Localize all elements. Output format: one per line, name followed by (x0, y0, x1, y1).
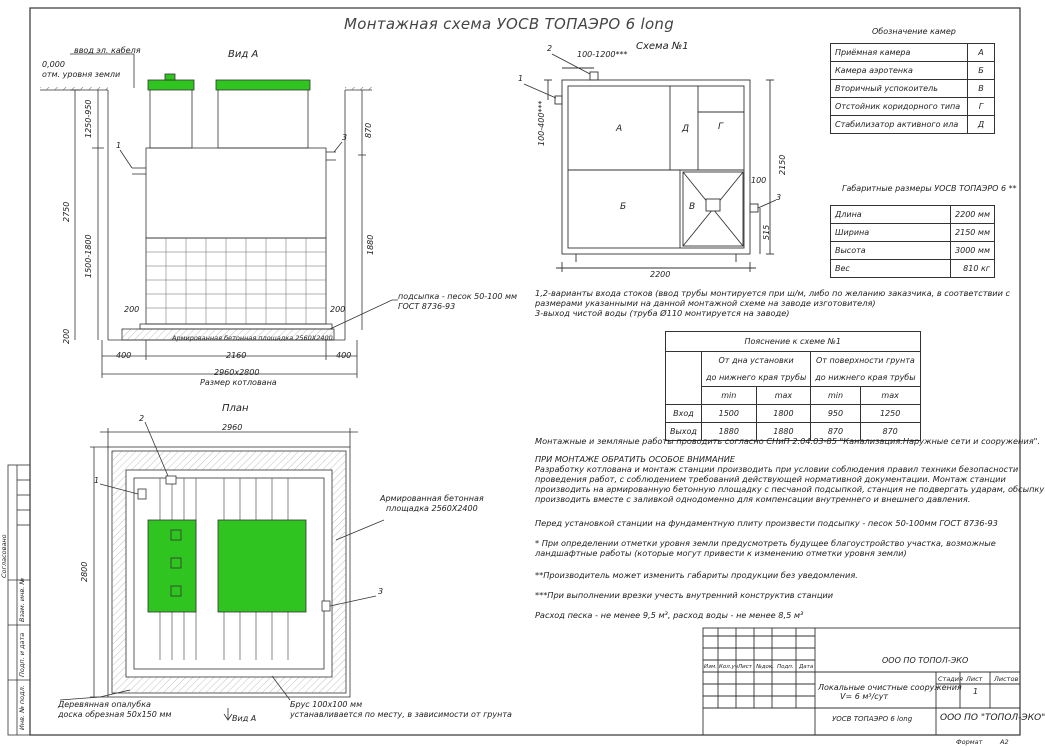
cell: 1880 (756, 423, 811, 441)
stamp-col-sign: Подп. (777, 664, 794, 670)
note-para6: Расход песка - не менее 9,5 м³, расход воды - не менее 8,5 м³ (535, 610, 804, 620)
plan-slab-label-2: площадка 2560Х2400 (386, 504, 478, 513)
table-row (831, 44, 995, 62)
stamp-col-date: Дата (799, 664, 814, 670)
chamber-code: Д (968, 116, 995, 134)
table-row (831, 224, 995, 242)
header-ground-2: до нижнего края трубы (811, 369, 920, 387)
view-a-marker-3: 3 (342, 133, 348, 142)
pit-label: Размер котлована (200, 378, 277, 387)
stamp-product-1: Локальные очистные сооружения (818, 683, 962, 692)
scheme-dim-2200: 2200 (650, 270, 671, 279)
chamber-code: Б (968, 62, 995, 80)
cell: 870 (811, 423, 860, 441)
table-row (831, 206, 995, 224)
scheme-marker-3: 3 (776, 193, 782, 202)
header-max: max (756, 387, 811, 405)
plan-marker-3: 3 (378, 587, 384, 596)
chambers-table (830, 43, 995, 134)
dim-value: 810 кг (951, 260, 995, 278)
dim-value: 3000 мм (951, 242, 995, 260)
note-para4: **Производитель может изменить габариты продукции без уведомления. (535, 570, 858, 580)
chamber-b: Б (620, 202, 627, 212)
dim-200-left: 200 (62, 328, 71, 344)
ground-level-label: отм. уровня земли (42, 70, 121, 79)
stamp-model: УОСВ ТОПАЭРО 6 long (832, 715, 913, 723)
dim-2160: 2160 (226, 351, 247, 360)
cell: 1880 (701, 423, 756, 441)
view-a-marker-1: 1 (116, 141, 122, 150)
stamp-product-2: V= 6 м³/сут (840, 692, 889, 701)
chamber-code: В (968, 80, 995, 98)
scheme-dim-100-400: 100-400*** (537, 100, 546, 146)
chamber-d: Д (682, 124, 690, 134)
table-row (831, 62, 995, 80)
dim-name: Высота (831, 242, 951, 260)
chamber-code: Г (968, 98, 995, 116)
scheme-dim-100: 100 (751, 176, 767, 185)
note-para3-line2: ландшафтные работы (которые могут привести к изменению отметки уровня земли) (535, 548, 907, 558)
dim-870: 870 (364, 122, 373, 138)
scheme-marker-2: 2 (547, 44, 553, 53)
stamp-format-value: А2 (1000, 738, 1009, 746)
cell: 1800 (756, 405, 811, 423)
sand-bedding-label: подсыпка - песок 50-100 мм (398, 292, 518, 301)
scheme-dim-515: 515 (762, 224, 771, 240)
row-label: Выход (666, 423, 702, 441)
dim-name: Вес (831, 260, 951, 278)
dims-table-caption: Габаритные размеры УОСВ ТОПАЭРО 6 ** (842, 184, 1017, 193)
dim-name: Ширина (831, 224, 951, 242)
stamp-col-kol: Кол.уч (719, 664, 739, 670)
inlet-note-1: 1,2-варианты входа стоков (ввод трубы монтируется при ш/м, либо по желанию заказчика, в соответствии с (535, 288, 1011, 298)
side-stamp-inv-zam: Взам. инв. № (18, 577, 26, 622)
plan-tank-modules (148, 520, 306, 612)
cable-entry-label: ввод эл. кабеля (74, 46, 141, 55)
side-stamp-sign-date: Подп. и дата (18, 632, 26, 677)
chambers-table-caption: Обозначение камер (872, 27, 956, 36)
note-snip: Монтажные и земляные работы проводить согласно СНиП 2.04.03-85 "Канализация.Наружные сети и сооружения". (535, 436, 1041, 446)
plan-slab-label-1: Армированная бетонная (380, 494, 484, 503)
stamp-col-izm: Изм. (704, 664, 717, 670)
plan-dim-2960: 2960 (222, 423, 243, 432)
dim-value: 2200 мм (951, 206, 995, 224)
plan-view-a-arrow: Вид А (232, 714, 257, 723)
header-bottom-2: до нижнего края трубы (701, 369, 810, 387)
dims-table (830, 205, 995, 278)
stamp-col-list: Лист (738, 664, 752, 670)
view-a-tank-lids (148, 74, 310, 90)
table-row (831, 242, 995, 260)
header-ground-1: От поверхности грунта (811, 352, 920, 370)
pit-size: 2960х2800 (214, 368, 260, 377)
dim-2750: 2750 (62, 201, 71, 222)
plan-marker-1: 1 (94, 476, 100, 485)
stamp-org-top: ООО ПО ТОПОЛ-ЭКО (882, 656, 969, 665)
inlet-note-3: 3-выход чистой воды (труба Ø110 монтируется на заводе) (535, 308, 790, 318)
plan-marker-2: 2 (139, 414, 145, 423)
scheme-table-caption: Пояснение к схеме №1 (666, 332, 921, 352)
table-row (666, 405, 921, 423)
scheme-drawing (524, 54, 776, 272)
note-para1-line3: производить на армированную бетонную площадку с песчаной подсыпкой, станция не подвергать ударам, обсыпку (535, 484, 1045, 494)
beam-label-1: Брус 100х100 мм (290, 700, 363, 709)
dim-200-a: 200 (124, 305, 140, 314)
chamber-code: А (968, 44, 995, 62)
note-para5: ***При выполнении врезки учесть внутренний конструктив станции (535, 590, 834, 600)
cell: 1500 (701, 405, 756, 423)
chamber-name: Камера аэротенка (831, 62, 968, 80)
formwork-label-1: Деревянная опалубка (58, 700, 151, 709)
table-row (831, 116, 995, 134)
note-para1-line2: проведения работ, с соблюдением требований действующей нормативной документации. Монтаж станции (535, 474, 1006, 484)
stamp-sheets: Листов (994, 675, 1019, 683)
scheme-caption: Схема №1 (636, 41, 689, 52)
table-row (666, 332, 921, 352)
chamber-v: В (689, 202, 696, 212)
stamp-stage: Стадия (938, 675, 963, 683)
table-row (831, 80, 995, 98)
chamber-a: А (616, 124, 623, 134)
stamp-col-doc: №док. (756, 664, 774, 670)
table-row (666, 369, 921, 387)
dim-200-b: 200 (330, 305, 346, 314)
header-min: min (701, 387, 756, 405)
stamp-sheet: Лист (966, 675, 983, 683)
stamp-format-label: Формат (956, 738, 983, 746)
note-para2: Перед установкой станции на фундаментную плиту произвести подсыпку - песок 50-100мм ГОСТ 8736-93 (535, 518, 998, 528)
chamber-name: Вторичный успокоитель (831, 80, 968, 98)
inlet-note-2: размерами указанными на данной монтажной схеме на заводе изготовителя) (535, 298, 876, 308)
header-bottom-1: От дна установки (701, 352, 810, 370)
header-min: min (811, 387, 860, 405)
table-row (831, 98, 995, 116)
page-title: Монтажная схема УОСВ ТОПАЭРО 6 long (344, 15, 675, 33)
side-stamp-agreed: Согласовано (0, 534, 8, 578)
dim-1250-950: 1250-950 (84, 99, 93, 138)
dim-1880: 1880 (366, 234, 375, 255)
dim-400-a: 400 (116, 351, 132, 360)
stamp-sheet-no: 1 (973, 687, 979, 696)
dim-value: 2150 мм (951, 224, 995, 242)
view-a-caption: Вид А (228, 49, 259, 60)
dim-400-b: 400 (336, 351, 352, 360)
sand-bedding-gost: ГОСТ 8736-93 (398, 302, 456, 311)
note-para1-line4: производить вместе с заливкой однодоменно для компенсации внутреннего и внешнего давления. (535, 494, 971, 504)
chamber-g: Г (718, 122, 724, 132)
cell: 1250 (860, 405, 920, 423)
plan-caption: План (222, 403, 249, 414)
side-stamp-inv-orig: Инв. № подл. (18, 685, 26, 730)
formwork-label-2: доска обрезная 50х150 мм (58, 710, 172, 719)
chamber-name: Приёмная камера (831, 44, 968, 62)
cell: 950 (811, 405, 860, 423)
dim-1500-1800: 1500-1800 (84, 234, 93, 278)
header-max: max (860, 387, 920, 405)
scheme-table-corner (666, 352, 702, 405)
table-row (831, 260, 995, 278)
scheme-table (665, 331, 921, 441)
table-row (666, 352, 921, 370)
scheme-dim-2150: 2150 (778, 154, 787, 175)
note-heading: ПРИ МОНТАЖЕ ОБРАТИТЬ ОСОБОЕ ВНИМАНИЕ (535, 454, 736, 464)
table-row (666, 387, 921, 405)
stamp-org-bottom: ООО ПО "ТОПОЛ-ЭКО" (940, 713, 1045, 723)
chamber-name: Стабилизатор активного ила (831, 116, 968, 134)
view-a-slab-label: Армированная бетонная площадка 2560Х2400 (172, 334, 333, 342)
note-para3-line1: * При определении отметки уровня земли предусмотреть будущее благоустройство участка, возможные (535, 538, 996, 548)
dim-name: Длина (831, 206, 951, 224)
ground-level-value: 0,000 (42, 60, 65, 69)
chamber-name: Отстойник коридорного типа (831, 98, 968, 116)
note-para1-line1: Разработку котлована и монтаж станции производить при условии соблюдения правил техники безопасности (535, 464, 1019, 474)
scheme-marker-1: 1 (518, 74, 524, 83)
scheme-dim-100-1200: 100-1200*** (577, 50, 628, 59)
cell: 870 (860, 423, 920, 441)
plan-dim-2800: 2800 (80, 561, 89, 582)
row-label: Вход (666, 405, 702, 423)
beam-label-2: устанавливается по месту, в зависимости от грунта (290, 710, 512, 719)
